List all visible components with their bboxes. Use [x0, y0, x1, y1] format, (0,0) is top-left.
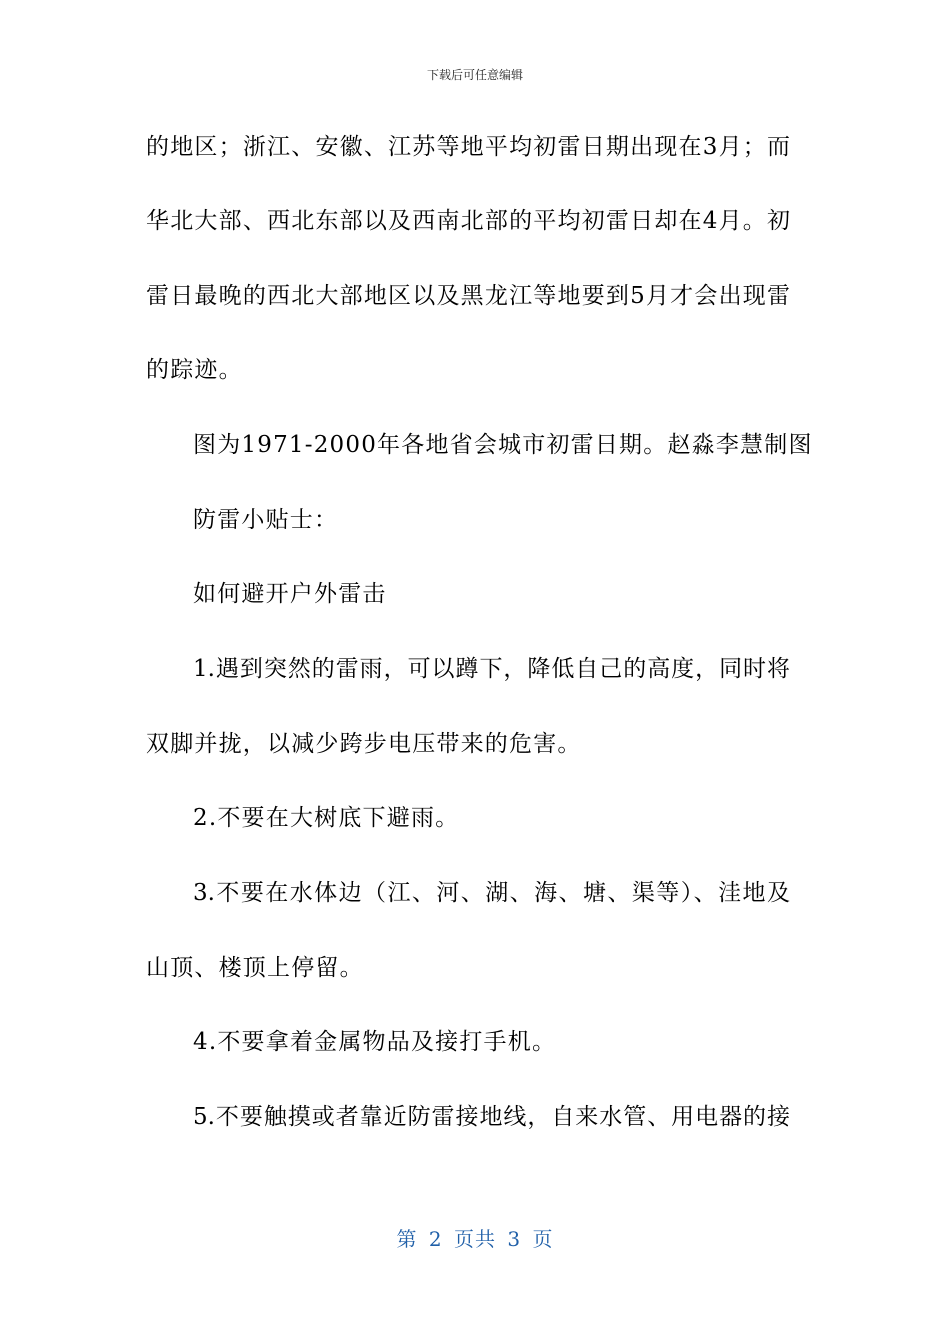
body-line-14: 5.不要触摸或者靠近防雷接地线，自来水管、用电器的接 [193, 1104, 790, 1130]
body-line-13: 4.不要拿着金属物品及接打手机。 [193, 1029, 557, 1055]
body-line-9: 双脚并拢，以减少跨步电压带来的危害。 [146, 731, 582, 757]
body-line-11: 3.不要在水体边（江、河、湖、海、塘、渠等）、洼地及 [193, 880, 790, 906]
body-line-12: 山顶、楼顶上停留。 [146, 955, 364, 981]
footer-total-pages: 3 [507, 1227, 522, 1251]
footer-suffix: 页 [532, 1227, 554, 1251]
body-line-4: 的踪迹。 [146, 357, 243, 383]
footer-current-page: 2 [428, 1227, 443, 1251]
page-header: 下载后可任意编辑 [426, 68, 523, 82]
body-line-2: 华北大部、西北东部以及西南北部的平均初雷日却在4月。初 [146, 208, 790, 234]
body-line-8: 1.遇到突然的雷雨，可以蹲下，降低自己的高度，同时将 [193, 656, 790, 682]
body-line-10: 2.不要在大树底下避雨。 [193, 805, 460, 831]
body-line-3: 雷日最晚的西北大部地区以及黑龙江等地要到5月才会出现雷 [146, 283, 790, 309]
body-line-1: 的地区；浙江、安徽、江苏等地平均初雷日期出现在3月；而 [146, 134, 790, 160]
body-line-5: 图为1971-2000年各地省会城市初雷日期。赵淼李慧制图 [193, 432, 813, 458]
body-line-7: 如何避开户外雷击 [193, 581, 387, 607]
footer-prefix: 第 [396, 1227, 418, 1251]
body-line-6: 防雷小贴士： [193, 507, 339, 533]
footer-middle: 页共 [454, 1227, 496, 1251]
page-footer [0, 1226, 950, 1252]
